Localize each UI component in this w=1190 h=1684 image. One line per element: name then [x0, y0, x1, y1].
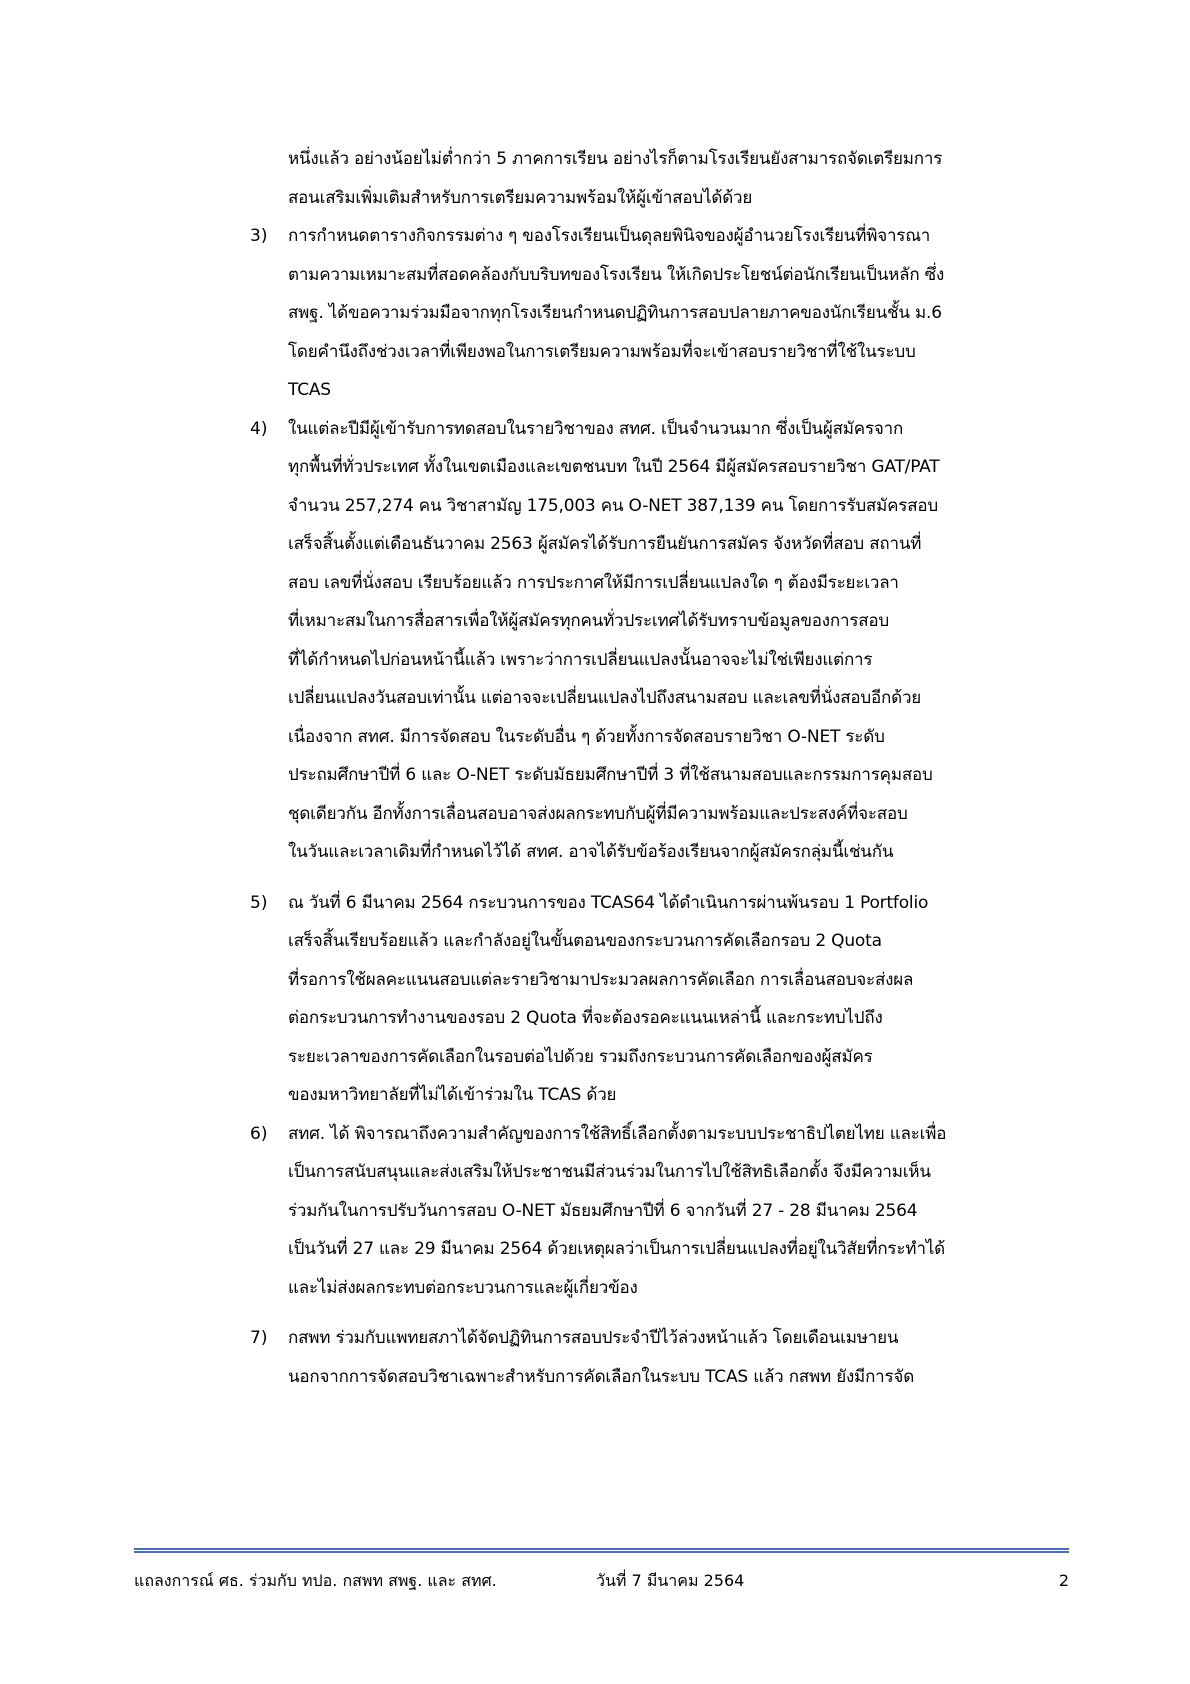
text-line: ในวันและเวลาเดิมที่กำหนดไว้ได้ สทศ. อาจได้รับข้อร้องเรียนจากผู้สมัครกลุ่มนี้เช่นกัน	[288, 842, 894, 862]
text-line: ระยะเวลาของการคัดเลือกในรอบต่อไปด้วย รวมถึงกระบวนการคัดเลือกของผู้สมัคร	[288, 1046, 873, 1067]
body-text	[250, 140, 1050, 1396]
text-line: ที่เหมาะสมในการสื่อสารเพื่อให้ผู้สมัครทุกคนทั่วประเทศได้รับทราบข้อมูลของการสอบ	[288, 611, 890, 631]
text-line: สอบ เลขที่นั่งสอบ เรียบร้อยแล้ว การประกาศให้มีการเปลี่ยนแปลงใด ๆ ต้องมีระยะเวลา	[288, 572, 899, 593]
text-line: ต่อกระบวนการทำงานของรอบ 2 Quota ที่จะต้องรอคะแนนเหล่านี้ และกระทบไปถึง	[288, 1008, 883, 1028]
paragraph-spacer	[250, 1307, 1050, 1319]
text-line: หนึ่งแล้ว อย่างน้อยไม่ต่ำกว่า 5 ภาคการเรียน อย่างไรก็ตามโรงเรียนยังสามารถจัดเตรียมการ	[288, 149, 943, 169]
text-line: สพฐ. ได้ขอความร่วมมือจากทุกโรงเรียนกำหนดปฏิทินการสอบปลายภาคของนักเรียนชั้น ม.6	[288, 303, 942, 323]
paragraph-spacer	[250, 872, 1050, 884]
text-line: เนื่องจาก สทศ. มีการจัดสอบ ในระดับอื่น ๆ ด้วยทั้งการจัดสอบรายวิชา O-NET ระดับ	[288, 726, 885, 747]
text-line: กสพท ร่วมกับแพทยสภาได้จัดปฏิทินการสอบประจำปีไว้ล่วงหน้าแล้ว โดยเดือนเมษายน	[288, 1328, 899, 1348]
footer-date: วันที่ 7 มีนาคม 2564	[596, 1571, 745, 1590]
text-line: เป็นวันที่ 27 และ 29 มีนาคม 2564 ด้วยเหตุผลว่าเป็นการเปลี่ยนแปลงที่อยู่ในวิสัยที่กระทำได้	[288, 1239, 946, 1259]
list-item-3	[250, 217, 1050, 410]
text-line: สอนเสริมเพิ่มเติมสำหรับการเตรียมความพร้อมให้ผู้เข้าสอบได้ด้วย	[288, 187, 753, 208]
text-line: นอกจากการจัดสอบวิชาเฉพาะสำหรับการคัดเลือกในระบบ TCAS แล้ว กสพท ยังมีการจัด	[288, 1366, 915, 1387]
text-line: สทศ. ได้ พิจารณาถึงความสำคัญของการใช้สิทธิ์เลือกตั้งตามระบบประชาธิปไตยไทย และเพื่อ	[288, 1123, 947, 1144]
footer-document-title: แถลงการณ์ ศธ. ร่วมกับ ทปอ. กสพท สพฐ. และ สทศ.	[134, 1571, 497, 1590]
text-line: TCAS	[288, 380, 331, 400]
footer-divider	[134, 1548, 1069, 1552]
footer-divider-line	[134, 1548, 1069, 1550]
page-footer	[134, 1566, 1069, 1596]
text-line: ในแต่ละปีมีผู้เข้ารับการทดสอบในรายวิชาของ สทศ. เป็นจำนวนมาก ซึ่งเป็นผู้สมัครจาก	[288, 418, 904, 439]
item-number: 5)	[250, 892, 268, 913]
continuation-paragraph	[250, 140, 1050, 217]
list-item-4	[250, 410, 1050, 872]
page-number: 2	[1058, 1571, 1069, 1590]
footer-divider-line	[134, 1551, 1069, 1553]
text-line: ที่ได้กำหนดไปก่อนหน้านี้แล้ว เพราะว่าการเปลี่ยนแปลงนั้นอาจจะไม่ใช่เพียงแต่การ	[288, 649, 873, 670]
text-line: ร่วมกันในการปรับวันการสอบ O-NET มัธยมศึกษาปีที่ 6 จากวันที่ 27 - 28 มีนาคม 2564	[288, 1200, 918, 1221]
text-line: ณ วันที่ 6 มีนาคม 2564 กระบวนการของ TCAS64 ได้ดำเนินการผ่านพ้นรอบ 1 Portfolio	[288, 892, 929, 913]
text-line: ประถมศึกษาปีที่ 6 และ O-NET ระดับมัธยมศึกษาปีที่ 3 ที่ใช้สนามสอบและกรรมการคุมสอบ	[288, 765, 933, 785]
text-line: ชุดเดียวกัน อีกทั้งการเลื่อนสอบอาจส่งผลกระทบกับผู้ที่มีความพร้อมและประสงค์ที่จะสอบ	[288, 803, 908, 824]
text-line: และไม่ส่งผลกระทบต่อกระบวนการและผู้เกี่ยวข้อง	[288, 1277, 638, 1298]
text-line: ที่รอการใช้ผลคะแนนสอบแต่ละรายวิชามาประมวลผลการคัดเลือก การเลื่อนสอบจะส่งผล	[288, 969, 914, 990]
text-line: ตามความเหมาะสมที่สอดคล้องกับบริบทของโรงเรียน ให้เกิดประโยชน์ต่อนักเรียนเป็นหลัก ซึ่ง	[288, 264, 945, 285]
item-number: 7)	[250, 1328, 268, 1348]
item-number: 4)	[250, 418, 268, 439]
text-line: เสร็จสิ้นเรียบร้อยแล้ว และกำลังอยู่ในขั้นตอนของกระบวนการคัดเลือกรอบ 2 Quota	[288, 931, 882, 951]
item-number: 3)	[250, 226, 268, 246]
text-line: ทุกพื้นที่ทั่วประเทศ ทั้งในเขตเมืองและเขตชนบท ในปี 2564 มีผู้สมัครสอบรายวิชา GAT/PAT	[288, 457, 940, 477]
text-line: ของมหาวิทยาลัยที่ไม่ได้เข้าร่วมใน TCAS ด้วย	[288, 1085, 617, 1105]
list-item-6	[250, 1115, 1050, 1308]
item-number: 6)	[250, 1123, 268, 1144]
text-line: เสร็จสิ้นตั้งแต่เดือนธันวาคม 2563 ผู้สมัครได้รับการยืนยันการสมัคร จังหวัดที่สอบ สถานที่	[288, 534, 922, 554]
text-line: โดยคำนึงถึงช่วงเวลาที่เพียงพอในการเตรียมความพร้อมที่จะเข้าสอบรายวิชาที่ใช้ในระบบ	[288, 341, 916, 362]
list-item-5	[250, 884, 1050, 1115]
text-line: การกำหนดตารางกิจกรรมต่าง ๆ ของโรงเรียนเป็นดุลยพินิจของผู้อำนวยโรงเรียนที่พิจารณา	[288, 226, 931, 246]
text-line: จำนวน 257,274 คน วิชาสามัญ 175,003 คน O-NET 387,139 คน โดยการรับสมัครสอบ	[288, 495, 938, 516]
list-item-7	[250, 1319, 1050, 1396]
text-line: เปลี่ยนแปลงวันสอบเท่านั้น แต่อาจจะเปลี่ยนแปลงไปถึงสนามสอบ และเลขที่นั่งสอบอีกด้วย	[288, 688, 922, 708]
text-line: เป็นการสนับสนุนและส่งเสริมให้ประชาชนมีส่วนร่วมในการไปใช้สิทธิเลือกตั้ง จึงมีความเห็น	[288, 1162, 931, 1182]
